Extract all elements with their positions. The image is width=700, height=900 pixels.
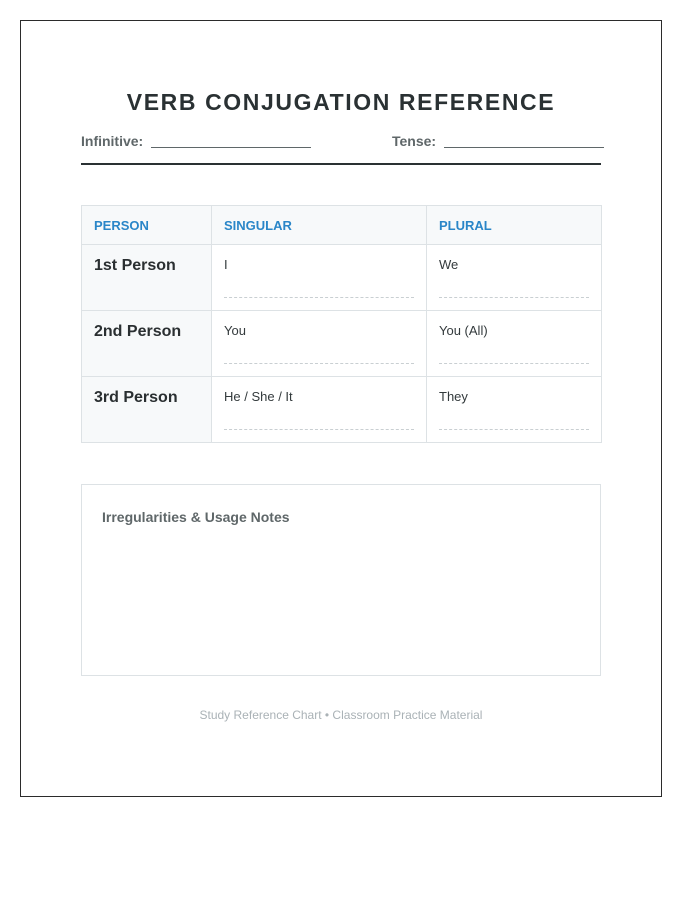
plural-answer-line[interactable] — [439, 363, 589, 364]
tense-field — [392, 131, 604, 149]
plural-cell — [427, 311, 602, 377]
meta-fields — [81, 131, 601, 151]
tense-blank[interactable] — [444, 133, 604, 148]
tense-label: Tense: — [392, 133, 437, 149]
plural-cell — [427, 245, 602, 311]
singular-answer-line[interactable] — [224, 363, 414, 364]
table-header-row — [82, 206, 602, 245]
person-cell: 3rd Person — [82, 377, 212, 443]
plural-answer-line[interactable] — [439, 429, 589, 430]
worksheet-page — [20, 20, 662, 797]
plural-answer-line[interactable] — [439, 297, 589, 298]
singular-answer-line[interactable] — [224, 297, 414, 298]
singular-pronoun: You — [224, 323, 246, 338]
person-cell: 1st Person — [82, 245, 212, 311]
person-cell: 2nd Person — [82, 311, 212, 377]
table-row — [82, 311, 602, 377]
infinitive-label: Infinitive: — [81, 133, 144, 149]
singular-answer-line[interactable] — [224, 429, 414, 430]
notes-title: Irregularities & Usage Notes — [102, 509, 290, 525]
column-header-person: PERSON — [82, 206, 212, 245]
column-header-singular: SINGULAR — [212, 206, 427, 245]
plural-pronoun: We — [439, 257, 459, 272]
header-divider — [81, 163, 601, 165]
table-row — [82, 245, 602, 311]
notes-box[interactable] — [81, 484, 601, 676]
singular-cell — [212, 245, 427, 311]
table-row — [82, 377, 602, 443]
conjugation-table — [81, 205, 602, 443]
plural-cell — [427, 377, 602, 443]
footer-text: Study Reference Chart • Classroom Practice Material — [199, 708, 483, 722]
singular-pronoun: I — [224, 257, 228, 272]
singular-cell — [212, 311, 427, 377]
plural-pronoun: They — [439, 389, 468, 404]
singular-pronoun: He / She / It — [224, 389, 293, 404]
infinitive-blank[interactable] — [151, 133, 311, 148]
singular-cell — [212, 377, 427, 443]
plural-pronoun: You (All) — [439, 323, 488, 338]
infinitive-field — [81, 131, 311, 149]
worksheet-content — [81, 21, 601, 722]
page-title: VERB CONJUGATION REFERENCE — [126, 89, 556, 115]
column-header-plural: PLURAL — [427, 206, 602, 245]
